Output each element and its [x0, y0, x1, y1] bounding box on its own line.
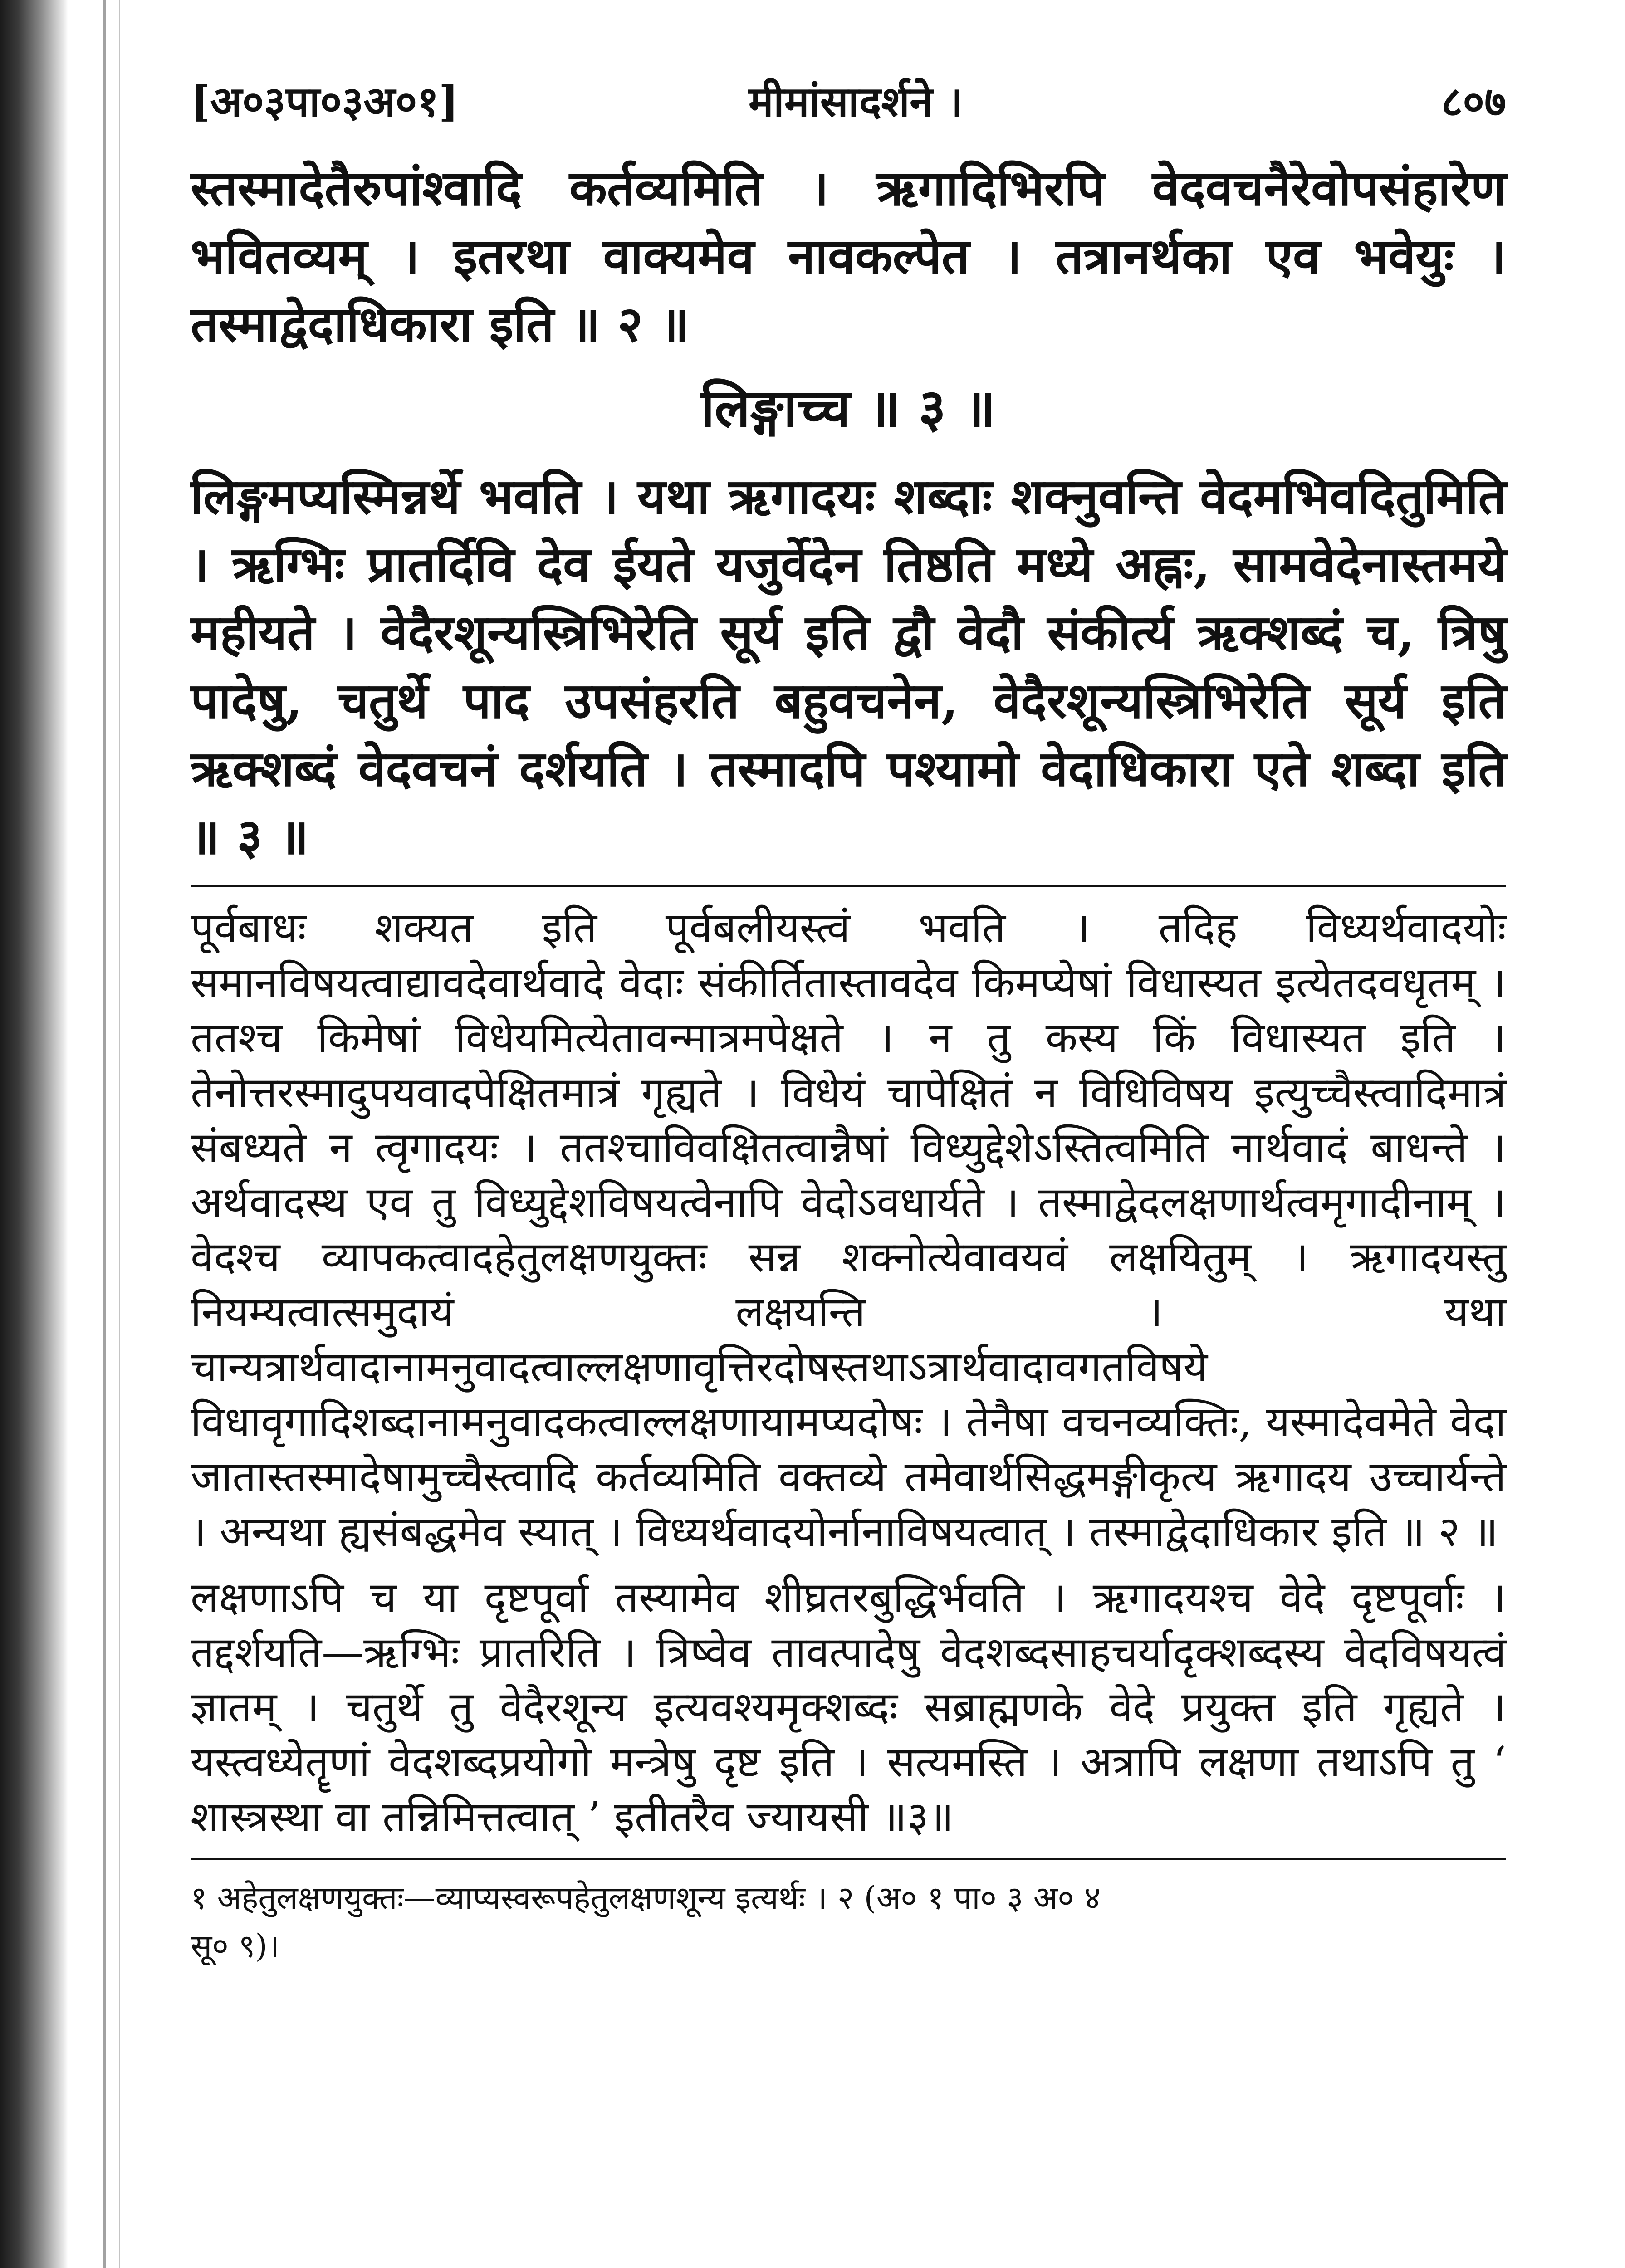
footnote-line-1: १ अहेतुलक्षणयुक्तः—व्याप्यस्वरूपहेतुलक्षणशून्य इत्यर्थः । २ (अ० १ पा० ३ अ० ४: [191, 1879, 1101, 1916]
commentary-paragraph-2: लक्षणाऽपि च या दृष्टपूर्वा तस्यामेव शीघ्रतरबुद्धिर्भवति । ऋगादयश्च वेदे दृष्टपूर्वाः । तद्दर्शयति—ऋग्भिः प्रातरिति । त्रिष्वेव तावत्पादेषु वेदशब्दसाहचर्यादृक्शब्दस्य वेदविषयत्वं ज्ञातम् । चतुर्थे तु वेदैरशून्य इत्यवश्यमृक्शब्दः सब्राह्मणके वेदे प्रयुक्त इति गृह्यते । यस्त्वध्येतॄणां वेदशब्दप्रयोगो मन्त्रेषु दृष्ट इति । सत्यमस्ति । अत्रापि लक्षणा तथाऽपि तु ‘ शास्त्रस्था वा तन्निमित्तत्वात् ’ इतीतरैव ज्यायसी ॥३॥: [191, 1573, 1506, 1841]
footnotes: [191, 1874, 1506, 1970]
footnote-divider: [191, 1858, 1506, 1860]
section-divider: [191, 885, 1506, 887]
bhashya-text: लिङ्गमप्यस्मिन्नर्थे भवति । यथा ऋगादयः शब्दाः शक्नुवन्ति वेदमभिवदितुमिति । ऋग्भिः प्रातर्दिवि देव ईयते यजुर्वेदेन तिष्ठति मध्ये अह्नः, सामवेदेनास्तमये महीयते । वेदैरशून्यस्त्रिभिरेति सूर्य इति द्वौ वेदौ संकीर्त्य ऋक्शब्दं च, त्रिषु पादेषु, चतुर्थे पाद उपसंहरति बहुवचनेन, वेदैरशून्यस्त्रिभिरेति सूर्य इति ऋक्शब्दं वेदवचनं दर्शयति । तस्मादपि पश्यामो वेदाधिकारा एते शब्दा इति ॥ ३ ॥: [191, 468, 1506, 865]
header-page-number: ८०७: [1441, 77, 1506, 126]
header-section-reference: [अ०३पा०३अ०१]: [191, 77, 459, 126]
commentary-section: [191, 900, 1506, 1844]
scan-binding-shadow: [0, 0, 68, 2268]
commentary-paragraph-1: पूर्वबाधः शक्यत इति पूर्वबलीयस्त्वं भवति । तदिह विध्यर्थवादयोः समानविषयत्वाद्यावदेवार्थवादे वेदाः संकीर्तितास्तावदेव किमप्येषां विधास्यत इत्येतदवधृतम् । ततश्च किमेषां विधेयमित्येतावन्मात्रमपेक्षते । न तु कस्य किं विधास्यत इति । तेनोत्तरस्मादुपयवादपेक्षितमात्रं गृह्यते । विधेयं चापेक्षितं न विधिविषय इत्युच्चैस्त्वादिमात्रं संबध्यते न त्वृगादयः । ततश्चाविवक्षितत्वान्नैषां विध्युद्देशेऽस्तित्वमिति नार्थवादं बाधन्ते । अर्थवादस्थ एव तु विध्युद्देशविषयत्वेनापि वेदोऽवधार्यते । तस्माद्वेदलक्षणार्थत्वमृगादीनाम् । वेदश्च व्यापकत्वादहेतुलक्षणयुक्तः सन्न शक्नोत्येवावयवं लक्षयितुम् । ऋगादयस्तु नियम्यत्वात्समुदायं लक्षयन्ति । यथा चान्यत्रार्थवादानामनुवादत्वाल्लक्षणावृत्तिरदोषस्तथाऽत्रार्थवादावगतविषये विधावृगादिशब्दानामनुवादकत्वाल्लक्षणायामप्यदोषः । तेनैषा वचनव्यक्तिः, यस्मादेवमेते वेदा जातास्तस्मादेषामुच्चैस्त्वादि कर्तव्यमिति वक्तव्ये तमेवार्थसिद्धमङ्गीकृत्य ऋगादय उच्चार्यन्ते । अन्यथा ह्यसंबद्धमेव स्यात् । विध्यर्थवादयोर्नानाविषयत्वात् । तस्माद्वेदाधिकार इति ॥ २ ॥: [191, 904, 1506, 1556]
scan-edge-line-thin: [119, 0, 120, 2268]
footnote-line-2: सू० ९)।: [191, 1927, 280, 1965]
book-page: [191, 54, 1506, 1970]
sutra-heading: लिङ्गाच्च ॥ ३ ॥: [701, 377, 996, 439]
header-book-title: मीमांसादर्शने ।: [749, 77, 964, 126]
running-header: [191, 54, 1506, 145]
scan-edge-line: [103, 0, 106, 2268]
sutra-continuation-text: स्तस्मादेतैरुपांश्वादि कर्तव्यमिति । ऋगादिभिरपि वेदवचनैरेवोपसंहारेण भवितव्यम् । इतरथा वाक्यमेव नावकल्पेत । तत्रानर्थका एव भवेयुः । तस्माद्वेदाधिकारा इति ॥ २ ॥: [191, 160, 1506, 353]
